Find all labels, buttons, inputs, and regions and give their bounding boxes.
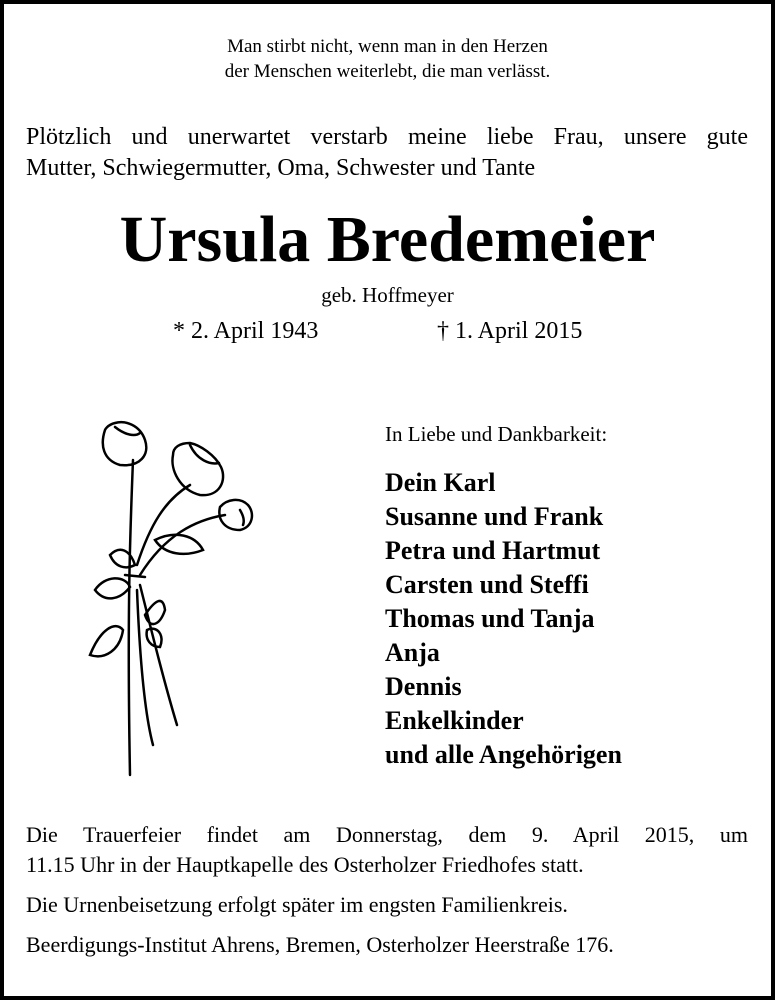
undertaker-info: Beerdigungs-Institut Ahrens, Bremen, Osterholzer Heerstraße 176. <box>26 932 614 957</box>
funeral-line: Die Trauerfeier findet am Donnerstag, dem 9. April 2015, um <box>26 822 748 847</box>
mourners-list <box>385 466 622 772</box>
death-date: † 1. April 2015 <box>437 318 583 344</box>
mourner: Thomas und Tanja <box>385 604 595 633</box>
mourner: Carsten und Steffi <box>385 570 589 599</box>
mourner: Dennis <box>385 672 462 701</box>
deceased-name: Ursula Bredemeier <box>119 203 656 276</box>
intro-line: Mutter, Schwiegermutter, Oma, Schwester und Tante <box>26 155 536 181</box>
birth-date: * 2. April 1943 <box>173 318 319 344</box>
mourner: Petra und Hartmut <box>385 536 601 565</box>
mourner: und alle Angehörigen <box>385 740 622 769</box>
maiden-name: geb. Hoffmeyer <box>321 283 454 307</box>
urn-info: Die Urnenbeisetzung erfolgt später im engsten Familienkreis. <box>26 892 568 917</box>
motto-line: der Menschen weiterlebt, die man verlässt. <box>224 61 551 82</box>
footer-info <box>26 820 748 970</box>
intro-line: Plötzlich und unerwartet verstarb meine liebe Frau, unsere gute <box>26 124 748 150</box>
motto <box>0 34 775 84</box>
motto-line: Man stirbt nicht, wenn man in den Herzen <box>227 36 548 57</box>
mourner: Dein Karl <box>385 468 496 497</box>
mourner: Enkelkinder <box>385 706 524 735</box>
funeral-line: 11.15 Uhr in der Hauptkapelle des Osterholzer Friedhofes statt. <box>26 852 584 877</box>
thanks-heading: In Liebe und Dankbarkeit: <box>385 422 608 446</box>
funeral-info <box>26 820 748 880</box>
roses-illustration <box>85 415 260 785</box>
mourner: Anja <box>385 638 440 667</box>
intro-text <box>26 122 748 184</box>
mourner: Susanne und Frank <box>385 502 604 531</box>
